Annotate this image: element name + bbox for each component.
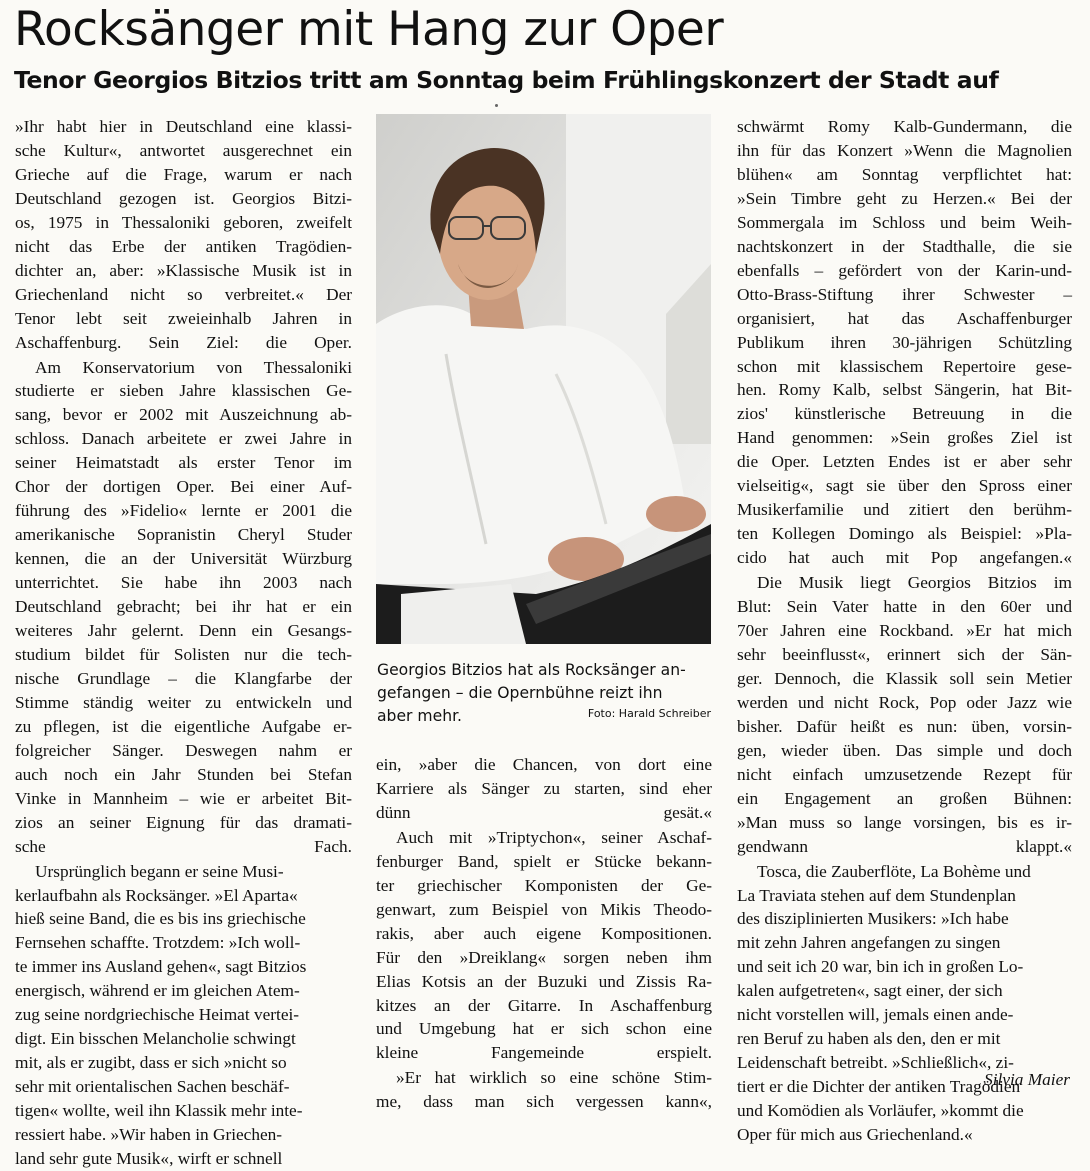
paragraph: Am Konservatorium von Thessaloniki studierte er sieben Jahre klassischen Ge- sang, bevor er 2002 mit Auszeichnung ab- schloss. Danach arbeitete er zwei Jahre in seiner Heimatstadt als erster Tenor im Chor der dortigen Oper. Bei einer Auf- führung des »Fidelio« lernte er 2001 die amerikanische Sopranistin Cheryl Studer kennen, die an der Universität Würzburg unterrichtet. Sie habe ihn 2003 nach Deutschland gebracht; bei ihr hat er ein weiteres Jahr gelernt. Denn ein Gesangs- studium bildet für Solisten nur die tech- nische Grundlage – die Klangfarbe der Stimme ständig weiter zu entwickeln und zu pflegen, ist die eigentliche Aufgabe er- folgreicher Sänger. Deswegen nahm er auch noch ein Jahr Stunden bei Stefan Vinke in Mannheim – wie er arbeitet Bit- zios an seiner Eignung für das dramati- sche Fach. [15,357,352,856]
paragraph: Tosca, die Zauberflöte, La Bohème und La Traviata stehen auf dem Stundenplan des disziplinierten Musikers: »Ich habe mit zehn Jahren angefangen zu singen und seit ich 20 war, bin ich in großen Lo- kalen aufgetreten«, sagt einer, der sich nicht vorstellen will, jemals einen ande- ren Beruf zu haben als den, den er mit Leidenschaft betreibt. »Schließlich«, zi- tiert er die Dichter der antiken Tragödien und Komödien als Vorläufer, »kommt die Oper für mich aus Griechenland.« [737,861,1031,1145]
article-column-2 [376,753,712,1114]
paragraph: »Ihr habt hier in Deutschland eine klassi- sche Kultur«, antwortet ausgerechnet ein Grieche auf die Frage, warum er nach Deutschland gezogen ist. Georgios Bitzi- os, 1975 in Thessaloniki geboren, zweifelt nicht das Erbe der antiken Tragödien- dichter an, aber: »Klassische Musik ist in Griechenland nicht so verbreitet.« Der Tenor lebt seit zweieinhalb Jahren in Aschaffenburg. Sein Ziel: die Oper. [15,117,352,352]
paragraph: Die Musik liegt Georgios Bitzios im Blut: Sein Vater hatte in den 60er und 70er Jahren eine Rockband. »Er hat mich sehr beeinflusst«, erinnert sich der Sän- ger. Dennoch, die Klassik soll sein Metier werden und nicht Rock, Pop oder Jazz wie bisher. Dafür heißt es nun: üben, vorsin- gen, wieder üben. Das simple und doch nicht einfach umzusetzende Rezept für ein Engagement an großen Bühnen: »Man muss so lange vorsingen, bis es ir- gendwann klappt.« [737,573,1072,856]
photo-caption: Georgios Bitzios hat als Rocksänger an- gefangen – die Opernbühne reizt ihn aber mehr. Foto: Harald Schreiber [377,661,711,725]
photo-credit: Foto: Harald Schreiber [587,707,711,720]
portrait-illustration [376,114,711,644]
article-column-3 [737,115,1072,1147]
singer-photo [376,114,711,644]
paragraph: schwärmt Romy Kalb-Gundermann, die ihn für das Konzert »Wenn die Magnolien blühen« am Sonntag verpflichtet hat: »Sein Timbre geht zu Herzen.« Bei der Sommergala im Schloss und beim Weih- nachtskonzert in der Stadthalle, die sie ebenfalls – gefördert von der Karin-und- Otto-Brass-Stiftung ihrer Schwester – organisiert, hat das Aschaffenburger Publikum ihren 30-jährigen Schützling schon mit klassischem Repertoire gese- hen. Romy Kalb, selbst Sängerin, hat Bit- zios' künstlerische Betreuung in die Hand genommen: »Sein großes Ziel ist die Oper. Letzten Endes ist er aber sehr vielseitig«, sagt sie über den Spross einer Musikerfamilie und zitiert den berühm- ten Kollegen Domingo als Beispiel: »Pla- cido hat auch mit Pop angefangen.« [737,117,1072,568]
paragraph: »Er hat wirklich so eine schöne Stim- me, dass man sich vergessen kann«, [376,1068,712,1112]
article-column-1 [15,115,352,1171]
paragraph: Auch mit »Triptychon«, seiner Aschaf- fenburger Band, spielt er Stücke bekann- ter griechischer Komponisten der Ge- genwart, zum Beispiel von Mikis Theodo- rakis, aber auch eigene Kompositionen. Für den »Dreiklang« sorgen neben ihm Elias Kotsis an der Buzuki und Zissis Ra- kitzes an der Gitarre. In Aschaffenburg und Umgebung hat er sich schon eine kleine Fangemeinde erspielt. [376,827,712,1063]
paragraph: ein, »aber die Chancen, von dort eine Karriere als Sänger zu starten, sind eher dünn gesät.« [376,755,712,822]
author-byline: Silvia Maier [984,1070,1070,1089]
subheadline: Tenor Georgios Bitzios tritt am Sonntag beim Frühlingskonzert der Stadt auf [14,66,999,94]
headline: Rocksänger mit Hang zur Oper [14,2,724,57]
print-speck [495,104,498,107]
paragraph: Ursprünglich begann er seine Musi- kerlaufbahn als Rocksänger. »El Aparta« hieß seine Band, die es bis ins griechische Fernsehen schaffte. Trotzdem: »Ich woll- te immer ins Ausland gehen«, sagt Bitzios energisch, während er im gleichen Atem- zug seine nordgriechische Heimat vertei- digt. Ein bisschen Melancholie schwingt mit, als er zugibt, dass er sich »nicht so sehr mit orientalischen Sachen beschäf- tigen« wollte, weil ihn Klassik mehr inte- ressiert habe. »Wir haben in Griechen- land sehr gute Musik«, wirft er schnell [15,861,307,1168]
